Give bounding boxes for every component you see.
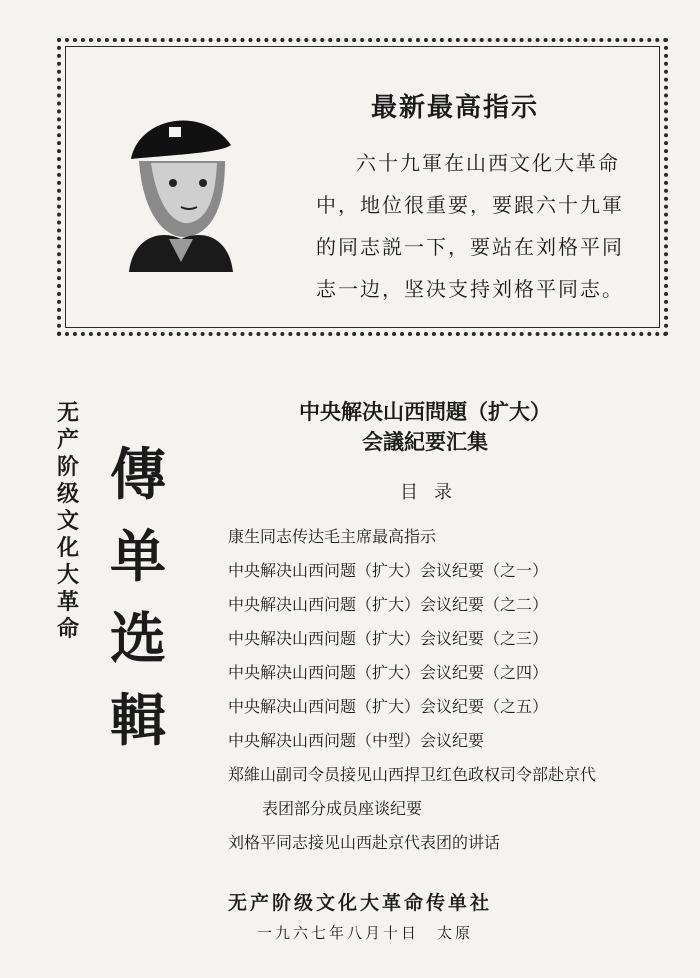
- toc-item-line1: 郑維山副司令员接见山西捍卫红色政权司令部赴京代: [228, 765, 597, 784]
- quote-line: 志一边，坚决支持刘格平同志。: [316, 277, 624, 301]
- toc-item: [228, 758, 668, 826]
- publication-date: 一九六七年八月十日 太原: [256, 924, 473, 942]
- quote-title: 最新最高指示: [371, 93, 540, 123]
- quote-line: 中，地位很重要，要跟六十九軍: [316, 193, 624, 217]
- series-label: 无产阶级文化大革命: [56, 401, 79, 642]
- main-title-line2: 会議紀要汇集: [362, 430, 488, 454]
- mao-portrait-icon: [111, 97, 241, 272]
- toc-item: 中央解决山西问题（扩大）会议纪要（之二）: [228, 595, 549, 614]
- main-title: [225, 397, 625, 457]
- toc-item: 中央解决山西问题（扩大）会议纪要（之五）: [228, 697, 549, 716]
- toc-item-line2: 表团部分成员座谈纪要: [262, 799, 423, 818]
- quotation-box: [57, 38, 668, 336]
- toc-item: 刘格平同志接见山西赴京代表团的讲话: [228, 833, 501, 852]
- toc-heading: 目录: [400, 482, 468, 503]
- table-of-contents: [228, 520, 668, 860]
- toc-item: 中央解决山西问题（中型）会议纪要: [228, 731, 485, 750]
- main-title-line1: 中央解决山西問題（扩大）: [299, 400, 551, 424]
- quote-line: 的同志説一下，要站在刘格平同: [316, 235, 624, 259]
- leaflet-title: 傳单选輯: [110, 443, 166, 754]
- toc-item: 中央解决山西问题（扩大）会议纪要（之四）: [228, 663, 549, 682]
- publisher: 无产阶级文化大革命传单社: [227, 892, 492, 914]
- quote-body: [316, 142, 661, 310]
- toc-item: 中央解决山西问题（扩大）会议纪要（之一）: [228, 561, 549, 580]
- toc-item: 康生同志传达毛主席最高指示: [228, 527, 437, 546]
- toc-item: 中央解决山西问题（扩大）会议纪要（之三）: [228, 629, 549, 648]
- quote-line: 六十九軍在山西文化大革命: [356, 151, 620, 175]
